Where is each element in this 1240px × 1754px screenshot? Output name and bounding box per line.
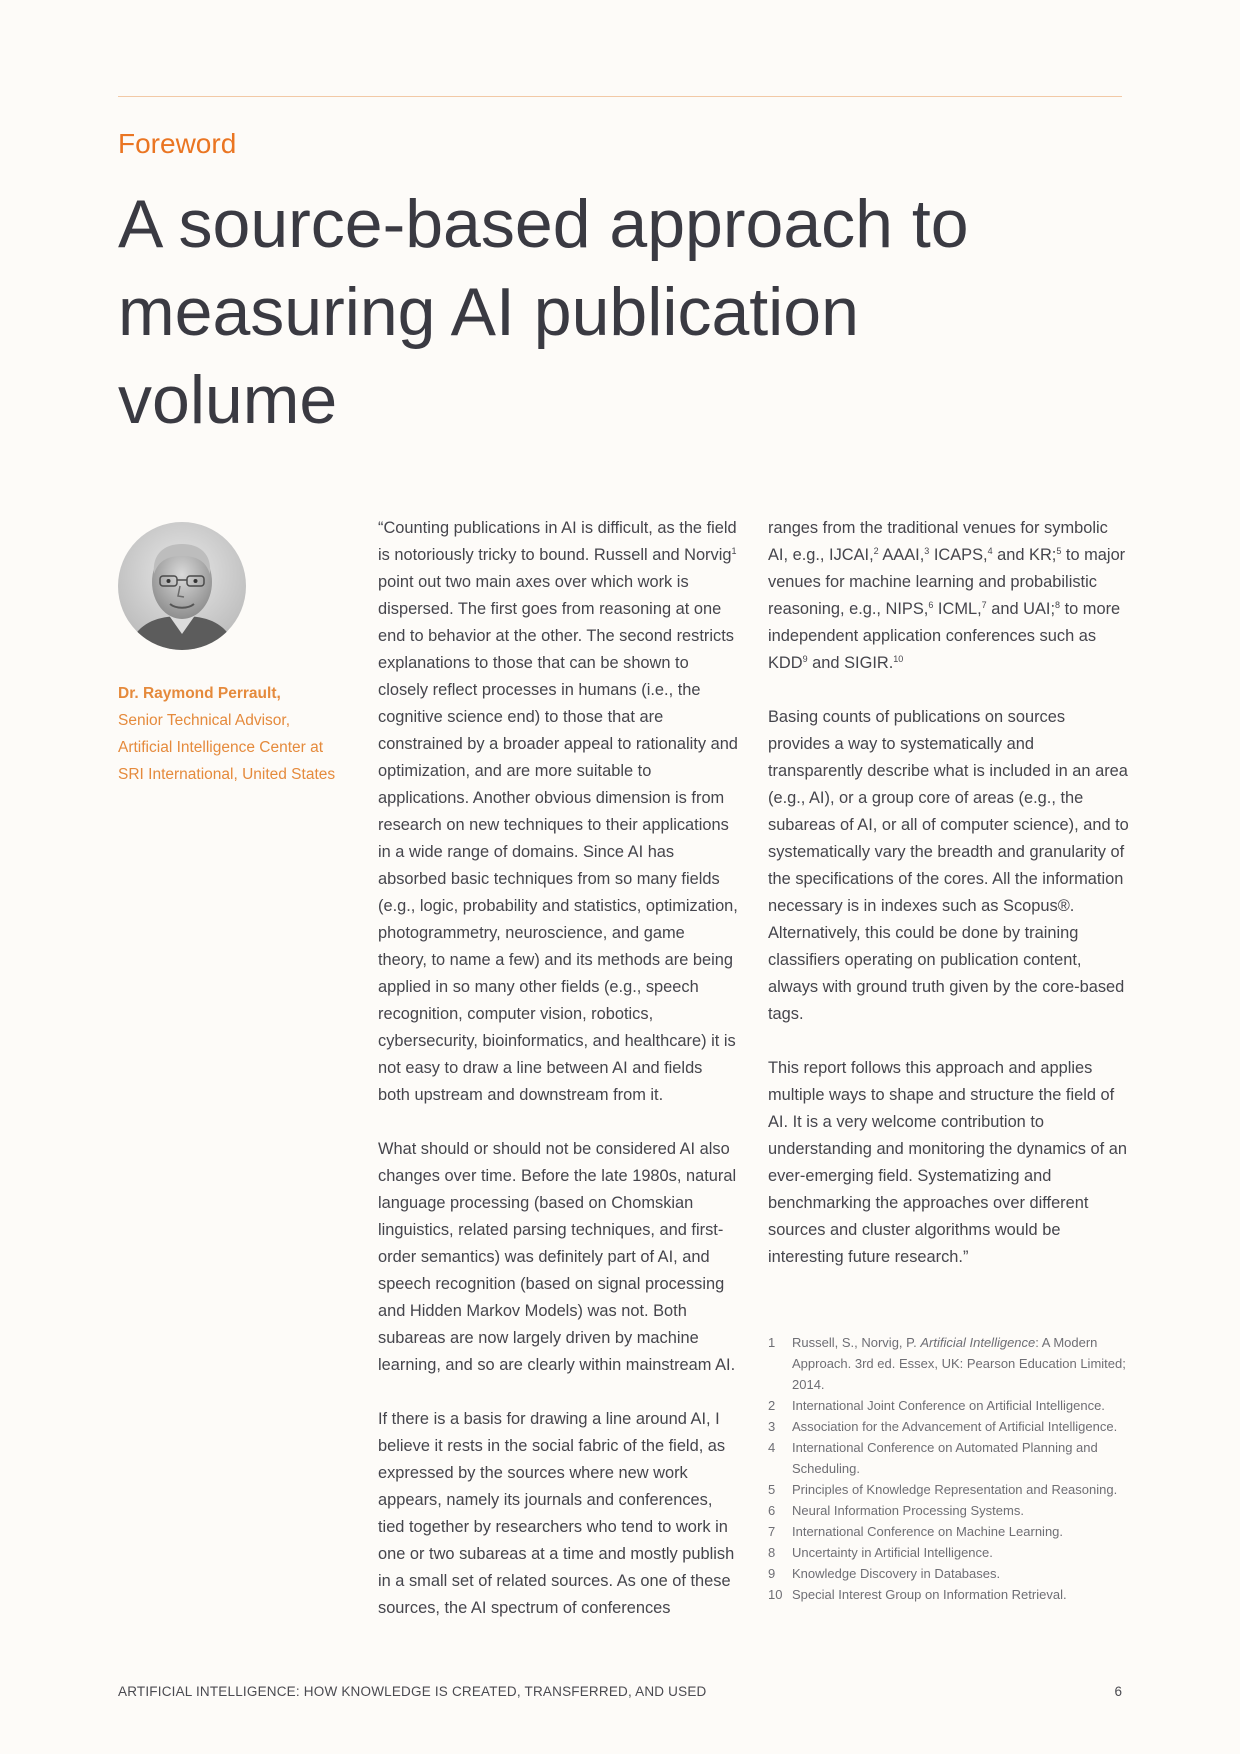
paragraph [378, 515, 738, 1109]
text-run: and SIGIR. [807, 654, 894, 672]
footnote-ref: 3 [924, 546, 930, 556]
footnote-ref: 8 [1055, 600, 1061, 610]
footnote-item [768, 1395, 1130, 1416]
footnote-number: 10 [768, 1587, 783, 1602]
author-role: Senior Technical Advisor, [118, 712, 291, 729]
header-rule [118, 96, 1122, 97]
text-run: “Counting publications in AI is difficult, as the field is notoriously tricky to bound. Russell and Norvig [378, 519, 737, 564]
author-org: Artificial Intelligence Center at [118, 739, 324, 756]
footnote-ref: 9 [802, 654, 808, 664]
text-run: ICAPS, [929, 546, 988, 564]
paragraph: What should or should not be considered AI also changes over time. Before the late 1980s, natural language processing (based on Chomskian linguistics, related parsing techniques, and first-order semantics) was definitely part of AI, and speech recognition (based on signal processing and Hidden Markov Models) was not. Both subareas are now largely driven by machine learning, and so are clearly within mainstream AI. [378, 1140, 737, 1374]
footnote-item [768, 1500, 1130, 1521]
footnote-text: Association for the Advancement of Artificial Intelligence. [792, 1419, 1118, 1434]
footnote-text [792, 1332, 1130, 1395]
footnote-ref: 1 [731, 546, 737, 556]
footnote-ref: 6 [928, 600, 934, 610]
footnote-text: International Joint Conference on Artificial Intelligence. [792, 1398, 1105, 1413]
footnote-ref: 10 [893, 654, 904, 664]
footnotes-list [768, 1332, 1130, 1605]
footnote-number: 4 [768, 1440, 776, 1455]
text-run: to major venues for machine learning and probabilistic reasoning, e.g., NIPS, [768, 546, 1126, 618]
text-run: and UAI; [986, 600, 1056, 618]
text-run: and KR; [992, 546, 1057, 564]
footnote-number: 8 [768, 1545, 776, 1560]
body-column-right [768, 515, 1130, 1298]
footnote-number: 6 [768, 1503, 776, 1518]
footnote-number: 2 [768, 1398, 776, 1413]
footnote-number: 5 [768, 1482, 776, 1497]
footnote-text: Principles of Knowledge Representation and Reasoning. [792, 1482, 1118, 1497]
body-column-left [378, 515, 738, 1649]
portrait-image [118, 522, 246, 650]
author-block [118, 680, 338, 788]
page-number: 6 [1114, 1684, 1122, 1699]
footnote-number: 3 [768, 1419, 776, 1434]
text-run: Russell, S., Norvig, P. [792, 1335, 921, 1350]
paragraph [768, 515, 1130, 677]
footnote-item [768, 1584, 1130, 1605]
footnote-ref: 2 [873, 546, 879, 556]
footnote-item [768, 1332, 1130, 1395]
footnote-item [768, 1416, 1130, 1437]
author-name: Dr. Raymond Perrault, [118, 685, 281, 702]
footnote-item [768, 1437, 1130, 1479]
footnote-text: International Conference on Automated Planning and Scheduling. [792, 1440, 1098, 1476]
text-run: to more independent application conferences such as KDD [768, 600, 1121, 672]
footnote-item [768, 1479, 1130, 1500]
running-footer: ARTIFICIAL INTELLIGENCE: HOW KNOWLEDGE IS CREATED, TRANSFERRED, AND USED [118, 1684, 707, 1699]
author-location: SRI International, United States [118, 766, 336, 783]
footnote-number: 7 [768, 1524, 776, 1539]
section-label: Foreword [118, 128, 237, 159]
footnote-item [768, 1563, 1130, 1584]
footnote-ref: 5 [1056, 546, 1062, 556]
footnote-item [768, 1542, 1130, 1563]
footnote-text: Knowledge Discovery in Databases. [792, 1566, 1001, 1581]
footnote-ref: 4 [987, 546, 993, 556]
paragraph: Basing counts of publications on sources provides a way to systematically and transparently describe what is included in an area (e.g., AI), or a group core of areas (e.g., the subareas of AI, or all of computer science), and to systematically vary the breadth and granularity of the specifications of the cores. All the information necessary is in indexes such as Scopus®. Alternatively, this could be done by training classifiers operating on publication content, always with ground truth given by the core-based tags. [768, 708, 1129, 1023]
text-run: point out two main axes over which work is dispersed. The first goes from reasoning at one end to behavior at the other. The second restricts explanations to those that can be shown to closely reflect processes in humans (i.e., the cognitive science end) to those that are constrained by a broader appeal to rationality and optimization, and are more suitable to applications. Another obvious dimension is from research on new techniques to their applications in a wide range of domains. Since AI has absorbed basic techniques from so many fields (e.g., logic, probability and statistics, optimization, photogrammetry, neuroscience, and game theory, to name a few) and its methods are being applied in so many other fields (e.g., speech recognition, computer vision, robotics, cybersecurity, bioinformatics, and healthcare) it is not easy to draw a line between AI and fields both upstream and downstream from it. [378, 573, 738, 1104]
text-run: ranges from the traditional venues for symbolic AI, e.g., IJCAI, [768, 519, 1108, 564]
paragraph: If there is a basis for drawing a line around AI, I believe it rests in the social fabric of the field, as expressed by the sources where new work appears, namely its journals and conferences, tied together by researchers who tend to work in one or two subareas at a time and mostly publish in a small set of related sources. As one of these sources, the AI spectrum of conferences [378, 1410, 735, 1617]
footnote-item [768, 1521, 1130, 1542]
footnote-number: 9 [768, 1566, 776, 1581]
footnote-number: 1 [768, 1335, 776, 1350]
paragraph: This report follows this approach and applies multiple ways to shape and structure the field of AI. It is a very welcome contribution to understanding and monitoring the dynamics of an ever-emerging field. Systematizing and benchmarking the approaches over different sources and cluster algorithms would be interesting future research.” [768, 1059, 1128, 1266]
footnote-text: Special Interest Group on Information Retrieval. [792, 1587, 1067, 1602]
text-run: AAAI, [878, 546, 925, 564]
author-portrait [118, 522, 246, 650]
footnote-text: International Conference on Machine Learning. [792, 1524, 1064, 1539]
footnote-text: Neural Information Processing Systems. [792, 1503, 1024, 1518]
text-run: ICML, [933, 600, 982, 618]
page-title: A source-based approach to measuring AI publication volume [118, 186, 969, 438]
book-title: Artificial Intelligence [920, 1335, 1036, 1350]
text-run: : A Modern Approach. 3rd ed. Essex, UK: Pearson Education Limited; 2014. [792, 1335, 1126, 1392]
footnote-text: Uncertainty in Artificial Intelligence. [792, 1545, 993, 1560]
footnote-ref: 7 [981, 600, 987, 610]
